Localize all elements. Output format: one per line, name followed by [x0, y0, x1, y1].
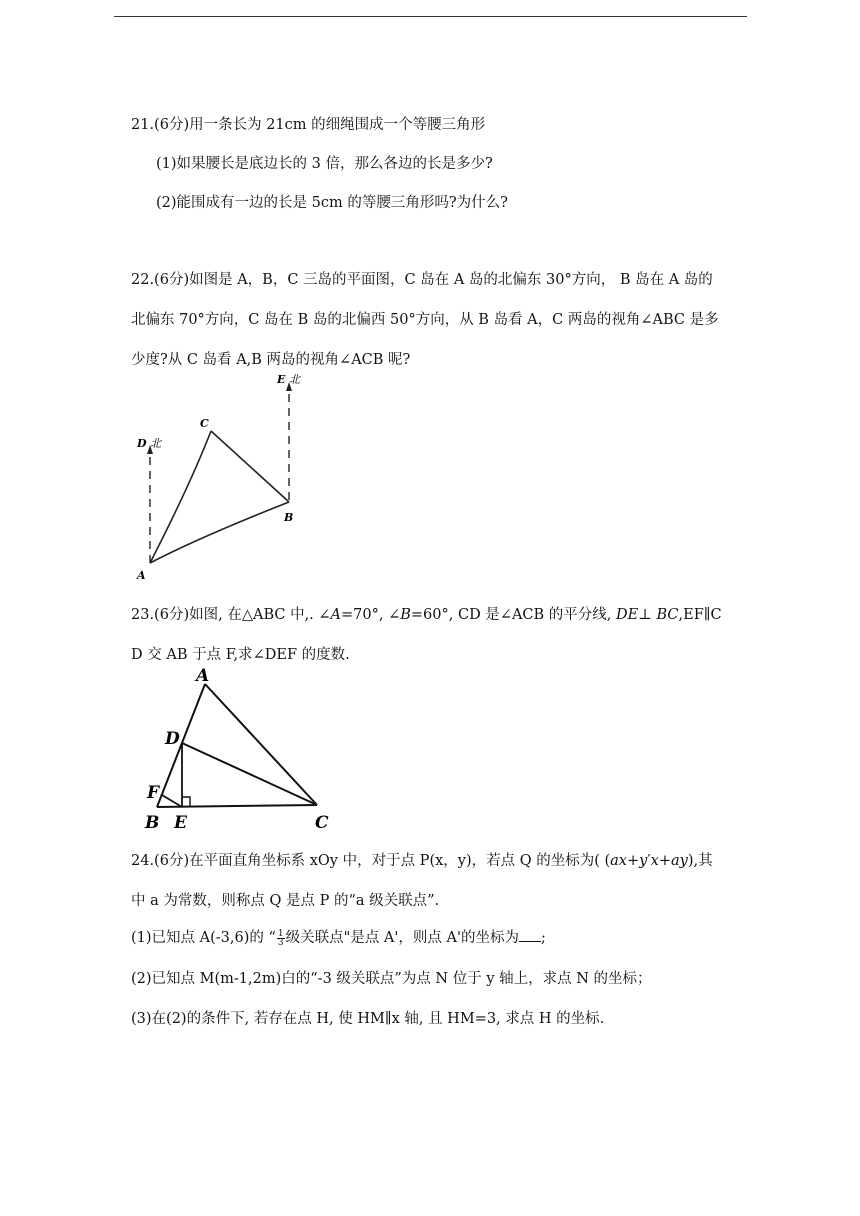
- q23-t6: DE: [616, 607, 639, 623]
- side-CB: [211, 431, 289, 502]
- fraction-one-third: [277, 930, 285, 947]
- q24-p1-end: ;: [540, 930, 546, 946]
- q24-t6: x: [650, 853, 659, 869]
- label-A: A: [196, 666, 210, 686]
- q22-line1: 22.(6分)如图是 A，B，C 三岛的平面图，C 岛在 A 岛的北偏东 30°方向， B 岛在 A 岛的: [131, 272, 713, 288]
- label-C: C: [200, 417, 209, 430]
- q23-t4: B: [400, 607, 411, 623]
- label-A: A: [137, 569, 146, 582]
- fraction-denominator: 3: [277, 937, 284, 948]
- q22-line2: 北偏东 70°方向，C 岛在 B 岛的北偏西 50°方向，从 B 岛看 A，C 两岛的视角∠ABC 是多: [131, 312, 719, 328]
- segment-CD: [182, 743, 317, 805]
- label-north-A: 北: [150, 437, 161, 450]
- label-north-B: 北: [289, 373, 300, 386]
- q24-line1: [131, 852, 713, 870]
- q24-part3: (3)在(2)的条件下, 若存在点 H, 使 HM∥x 轴, 且 HM=3, 求点 H 的坐标.: [131, 1011, 605, 1027]
- q21-part2: (2)能围成有一边的长是 5cm 的等腰三角形吗?为什么?: [156, 195, 508, 211]
- q24-t7: +: [658, 853, 671, 869]
- label-D: D: [137, 437, 147, 450]
- q23-t9: ,EF∥C: [678, 607, 722, 623]
- answer-blank: [519, 929, 541, 942]
- q22-line3: 少度?从 C 岛看 A,B 两岛的视角∠ACB 呢?: [131, 352, 411, 368]
- side-AB: [150, 502, 289, 563]
- q24-t8: ay: [670, 853, 688, 869]
- q23-line2: D 交 AB 于点 F,求∠DEF 的度数.: [131, 647, 350, 663]
- side-AC: [205, 684, 317, 805]
- segment-EF: [162, 795, 182, 807]
- q23-t1: 23.(6分)如图, 在△ABC 中,. ∠: [131, 607, 331, 623]
- q24-t1: 24.(6分)在平面直角坐标系 xOy 中，对于点 P(x，y)，若点 Q 的坐标为( (: [131, 853, 611, 869]
- q24-t3: +: [626, 853, 640, 869]
- side-AC: [150, 431, 211, 563]
- q24-line2: 中 a 为常数，则称点 Q 是点 P 的“a 级关联点”.: [131, 893, 440, 909]
- label-B: B: [284, 511, 294, 524]
- q22-figure: [120, 365, 320, 590]
- q23-t3: =70°, ∠: [341, 607, 401, 623]
- q23-t8: BC: [656, 607, 679, 623]
- q21-part1: (1)如果腰长是底边长的 3 倍，那么各边的长是多少?: [156, 156, 493, 172]
- q21-stem: 21.(6分)用一条长为 21cm 的细绳围成一个等腰三角形: [131, 117, 486, 133]
- q24-t4: y: [639, 853, 648, 869]
- q23-t7: ⊥: [638, 607, 657, 623]
- q24-t2: ax: [610, 853, 627, 869]
- q23-line1: [131, 606, 722, 624]
- q24-part2: (2)已知点 M(m-1,2m)白的“-3 级关联点”为点 N 位于 y 轴上，求点 N 的坐标；: [131, 971, 652, 987]
- label-F: F: [147, 783, 160, 803]
- label-E: E: [174, 813, 187, 833]
- label-D: D: [165, 729, 180, 749]
- label-E: E: [277, 373, 286, 386]
- q24-part1: [131, 929, 546, 947]
- q23-t2: A: [330, 607, 342, 623]
- q24-p1-prefix: (1)已知点 A(-3,6)的 “: [131, 930, 276, 946]
- fraction-numerator: 1: [277, 928, 284, 939]
- q23-t5: =60°, CD 是∠ACB 的平分线,: [410, 607, 617, 623]
- label-B: B: [145, 813, 160, 833]
- q24-t9: ),其: [687, 853, 713, 869]
- right-angle-mark: [182, 797, 190, 807]
- header-rule: [114, 16, 747, 17]
- q23-figure: [135, 662, 340, 834]
- label-C: C: [315, 813, 329, 833]
- q24-t5: ′: [647, 853, 651, 869]
- q24-p1-text: 级关联点"是点 A'，则点 A'的坐标为: [285, 930, 519, 946]
